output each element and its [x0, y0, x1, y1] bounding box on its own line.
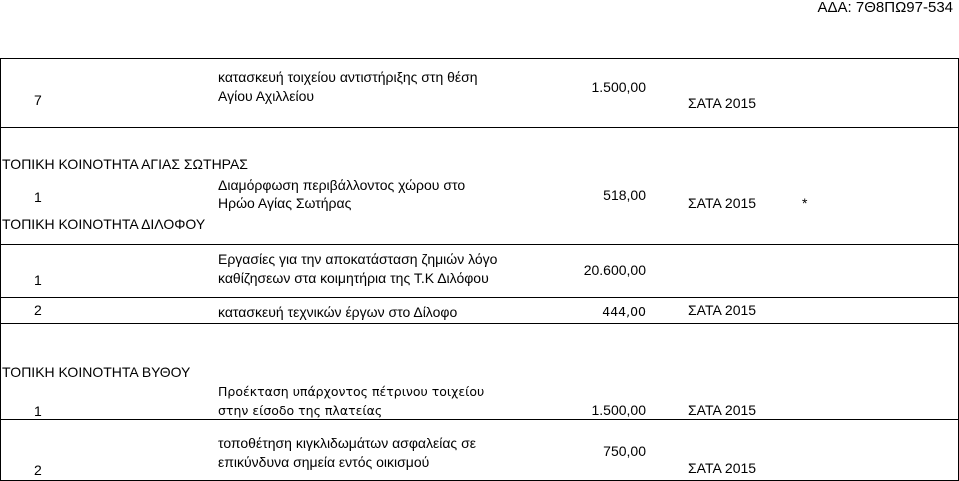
row-fund: ΣΑΤΑ 2015 [688, 460, 757, 476]
row-number: 7 [34, 92, 42, 108]
ada-code: ΑΔΑ: 7Θ8ΠΩ97-534 [817, 0, 953, 16]
table-rule [0, 127, 959, 128]
row-description: στην είσοδο της πλατείας [218, 403, 383, 418]
row-number: 1 [34, 189, 42, 205]
row-amount: 444,00 [602, 304, 646, 319]
row-number: 1 [34, 403, 42, 419]
row-description: κατασκευή τεχνικών έργων στο Δίλοφο [218, 304, 458, 320]
table-rule [0, 297, 959, 298]
row-description: κατασκευή τοιχείου αντιστήριξης στη θέση [218, 69, 478, 85]
row-description: τοποθέτηση κιγκλιδωμάτων ασφαλείας σε [218, 435, 476, 451]
row-mark: * [802, 195, 808, 211]
row-fund: ΣΑΤΑ 2015 [688, 302, 757, 318]
row-description: Εργασίες για την αποκατάσταση ζημιών λόγο [218, 251, 498, 267]
row-description: Προέκταση υπάρχοντος πέτρινου τοιχείου [218, 384, 485, 399]
row-number: 1 [34, 272, 42, 288]
table-rule [0, 58, 959, 59]
table-rule [0, 58, 1, 481]
section-heading: ΤΟΠΙΚΗ ΚΟΙΝΟΤΗΤΑ ΒΥΘΟΥ [2, 364, 191, 380]
row-fund: ΣΑΤΑ 2015 [688, 402, 757, 418]
table-rule [0, 323, 959, 324]
section-heading: ΤΟΠΙΚΗ ΚΟΙΝΟΤΗΤΑ ΔΙΛΟΦΟΥ [2, 216, 206, 232]
row-description: Ηρώο Αγίας Σωτήρας [218, 195, 352, 211]
row-description: Διαμόρφωση περιβάλλοντος χώρου στο [218, 177, 466, 193]
table-rule [0, 419, 959, 420]
row-fund: ΣΑΤΑ 2015 [688, 195, 757, 211]
row-number: 2 [34, 462, 42, 478]
row-amount: 1.500,00 [591, 79, 646, 95]
row-number: 2 [34, 302, 42, 318]
row-amount: 518,00 [603, 187, 646, 203]
row-amount: 1.500,00 [591, 402, 646, 418]
row-description: επικύνδυνα σημεία εντός οικισμού [218, 454, 430, 470]
row-description: καθίζησεων στα κοιμητήρια της Τ.Κ Διλόφου [218, 270, 489, 286]
section-heading: ΤΟΠΙΚΗ ΚΟΙΝΟΤΗΤΑ ΑΓΙΑΣ ΣΩΤΗΡΑΣ [2, 156, 248, 172]
row-amount: 750,00 [603, 443, 646, 459]
row-description: Αγίου Αχιλλείου [218, 88, 315, 104]
row-fund: ΣΑΤΑ 2015 [688, 95, 757, 111]
table-rule [0, 244, 959, 245]
row-amount: 20.600,00 [583, 262, 646, 278]
